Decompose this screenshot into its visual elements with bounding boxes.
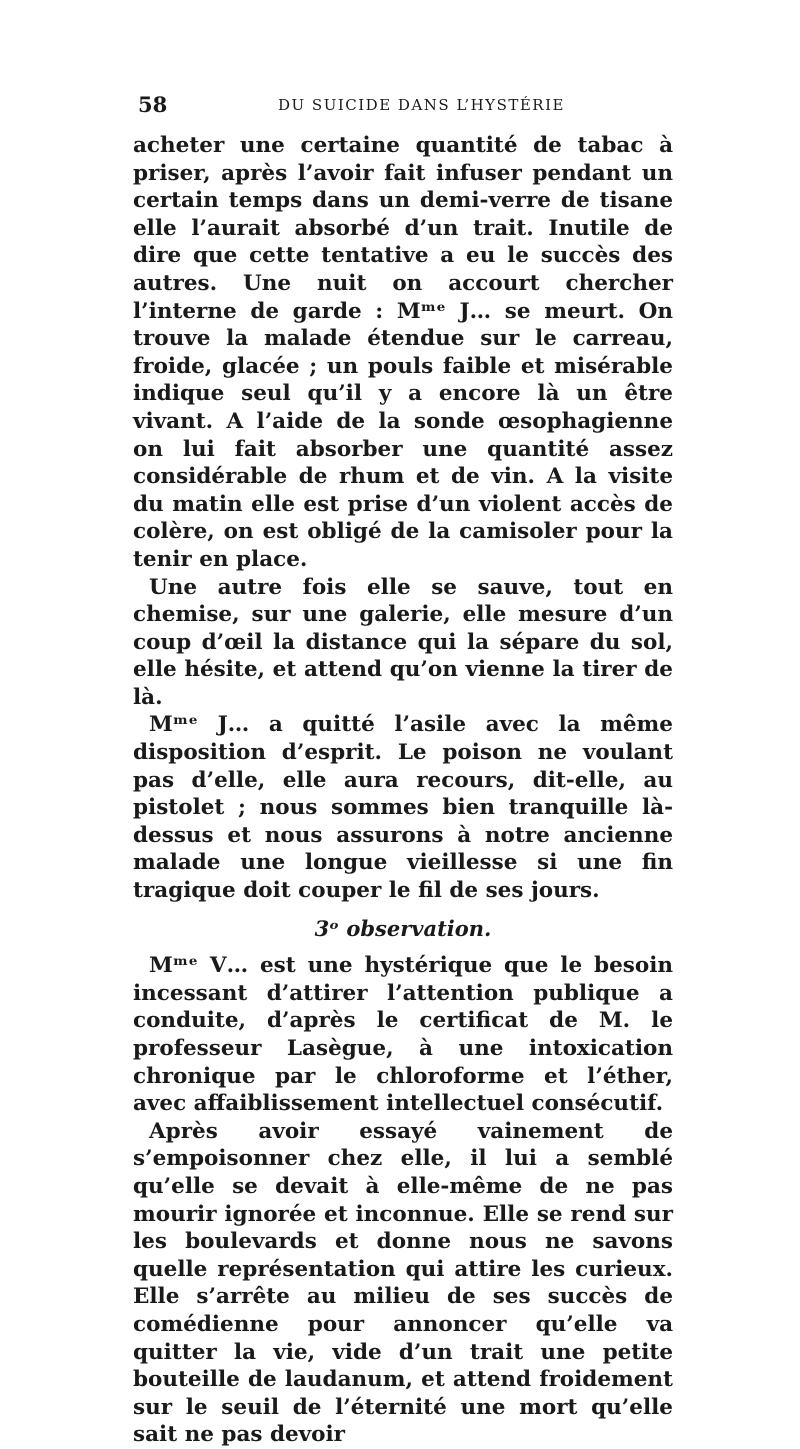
body-text [133,132,673,1449]
paragraph: acheter une certaine quantité de tabac à priser, après l’avoir fait infuser pendant un certain temps dans un demi-verre de tisane elle l’aurait absorbé d’un trait. Inutile de dire que cette tentative a eu le succès des autres. Une nuit on accourt chercher l’interne de garde : Mᵐᵉ J… se meurt. On trouve la malade étendue sur le carreau, froide, glacée ; un pouls faible et misérable indique seul qu’il y a encore là un être vivant. A l’aide de la sonde œsophagienne on lui fait absorber une quantité assez considérable de rhum et de vin. A la visite du matin elle est prise d’un violent accès de colère, on est obligé de la camisoler pour la tenir en place. [133,133,673,572]
paragraph: Une autre fois elle se sauve, tout en chemise, sur une galerie, elle mesure d’un coup d’œil la distance qui la sépare du sol, elle hésite, et attend qu’on vienne la tirer de là. [133,574,673,710]
page-header [138,92,678,122]
section-title: 3ᵒ observation. [314,915,492,941]
running-head: DU SUICIDE DANS L’HYSTÉRIE [278,96,565,114]
paragraph: Mᵐᵉ V… est une hystérique que le besoin incessant d’attirer l’attention publique a conduite, d’après le certificat de M. le professeur Lasègue, à une intoxication chronique par le chloroforme et l’éther, avec affaiblissement intellectuel consécutif. [133,953,673,1117]
paragraph: Après avoir essayé vainement de s’empoisonner chez elle, il lui a semblé qu’elle se devait à elle-même de ne pas mourir ignorée et inconnue. Elle se rend sur les boulevards et donne nous ne savons quelle représentation qui attire les curieux. Elle s’arrête au milieu de ses succès de comédienne pour annoncer qu’elle va quitter la vie, vide d’un trait une petite bouteille de laudanum, et attend froidement sur le seuil de l’éternité une mort qu’elle sait ne pas devoir [133,1118,673,1448]
paragraph: Mᵐᵉ J… a quitté l’asile avec la même disposition d’esprit. Le poison ne voulant pas d’elle, elle aura recours, dit-elle, au pistolet ; nous sommes bien tranquille là-dessus et nous assurons à notre ancienne malade une longue vieillesse si une fin tragique doit couper le fil de ses jours. [133,712,673,904]
page-number: 58 [138,92,168,117]
